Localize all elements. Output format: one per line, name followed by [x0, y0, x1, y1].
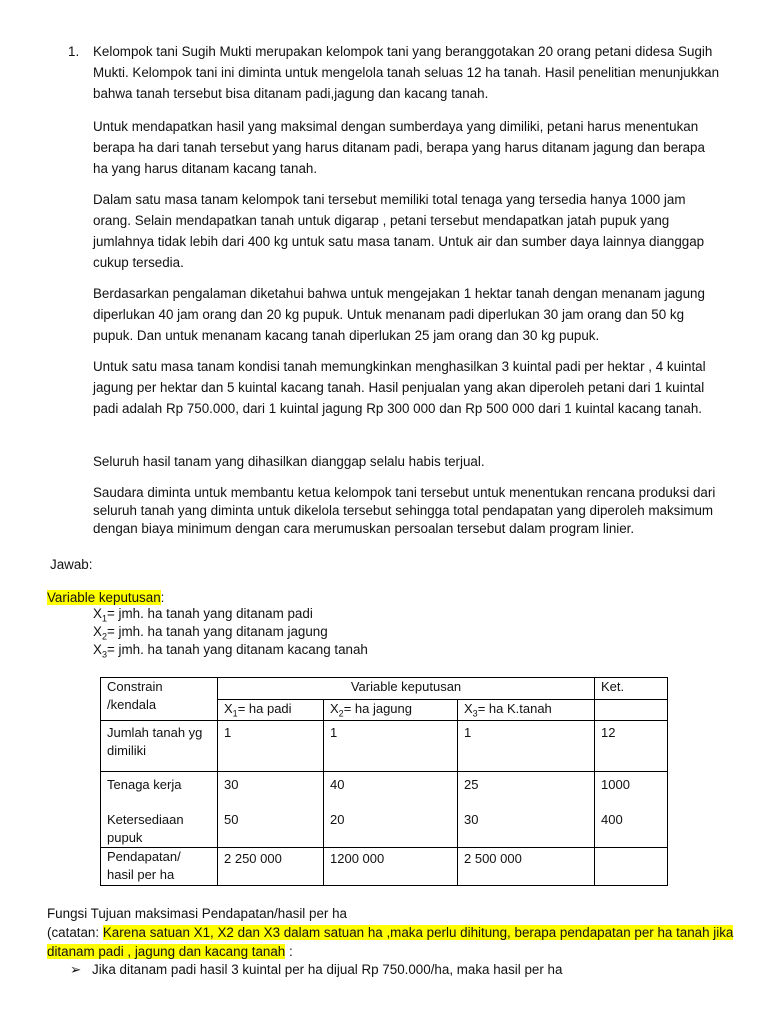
- paragraph-task: Saudara diminta untuk membantu ketua kelompok tani tersebut untuk menentukan rencana produksi dari seluruh tanah yang diminta untuk dikelola tersebut sehingga total pendapatan yang diperoleh maksimum dengan biaya minimum dengan cara merumuskan persoalan tersebut dalam program linier.: [93, 485, 716, 536]
- paragraph-resources: Dalam satu masa tanam kelompok tani tersebut memiliki total tenaga yang tersedia hanya 1000 jam orang. Selain mendapatkan tanah untuk digarap , petani tersebut mendapatkan jatah pupuk yang jumlahnya tidak lebih dari 400 kg untuk satu masa tanam. Untuk air dan sumber daya lainnya dianggap cukup tersedia.: [93, 192, 705, 270]
- bullet-item: [70, 959, 562, 980]
- header-x2: $X_2=$ ha jagung: [324, 700, 458, 721]
- paragraph-sold: Seluruh hasil tanam yang dihasilkan dianggap selalu habis terjual.: [93, 454, 485, 469]
- paragraph-intro: Kelompok tani Sugih Mukti merupakan kelompok tani yang beranggotakan 20 orang petani didesa Sugih Mukti. Kelompok tani ini diminta untuk mengelola tanah seluas 12 ha tanah. Hasil penelitian menunjukkan bahwa tanah tersebut bisa ditanam padi,jagung dan kacang tanah.: [93, 44, 720, 101]
- variable-heading-text: Variable keputusan: [47, 590, 161, 605]
- header-variable: Variable keputusan: [218, 678, 595, 700]
- bullet-text: Jika ditanam padi hasil 3 kuintal per ha dijual Rp 750.000/ha, maka hasil per ha: [92, 962, 563, 977]
- objective-note-highlight: Karena satuan X1, X2 dan X3 dalam satuan ha ,maka perlu dihitung, berapa pendapatan per ha tanah jika ditanam padi , jagung dan kacang tanah: [47, 925, 734, 959]
- constraint-table: [100, 677, 668, 886]
- row-label-tenaga: Tenaga kerja: [107, 777, 182, 792]
- objective-title: Fungsi Tujuan maksimasi Pendapatan/hasil per ha: [47, 906, 347, 921]
- table-row: Pendapatan/ hasil per ha 2 250 000 1200 000 2 500 000: [101, 848, 668, 886]
- paragraph-requirements: Berdasarkan pengalaman diketahui bahwa untuk mengejakan 1 hektar tanah dengan menanam jagung diperlukan 40 jam orang dan 20 kg pupuk. Untuk menanam padi diperlukan 30 jam orang dan 50 kg pupuk. Dan untuk menanam kacang tanah diperlukan 25 jam orang dan 30 kg pupuk.: [93, 286, 705, 343]
- question-number: 1.: [68, 44, 80, 59]
- variable-heading-colon: :: [160, 590, 165, 605]
- table-row-group: Tenaga kerja Ketersediaan pupuk 30 50 40 20 25 30 1000 400: [101, 772, 668, 848]
- header-ket: Ket.: [595, 678, 668, 700]
- row-label-pupuk: Ketersediaan pupuk: [107, 812, 184, 845]
- header-constrain: Constrain /kendala: [101, 678, 218, 721]
- paragraph-yield: Untuk satu masa tanam kondisi tanah memungkinkan menghasilkan 3 kuintal padi per hektar , 4 kuintal jagung per hektar dan 5 kuintal kacang tanah. Hasil penjualan yang akan diperoleh petani dari 1 kuintal padi adalah Rp 750.000, dari 1 kuintal jagung Rp 300 000 dan Rp 500 000 dari 1 kuintal kacang tanah.: [93, 359, 706, 416]
- header-x1: $X_1=$ ha padi: [218, 700, 324, 721]
- objective-note: (catatan: Karena satuan X1, X2 dan X3 dalam satuan ha ,maka perlu dihitung, berapa pendapatan per ha tanah jika ditanam padi , jagung dan kacang tanah :: [47, 925, 734, 959]
- variable-item: $X_3=$ jmh. ha tanah yang ditanam kacang tanah: [93, 642, 368, 660]
- variable-list: [93, 605, 368, 659]
- arrow-bullet-icon: ➢: [70, 962, 82, 977]
- variable-item: $X_1=$ jmh. ha tanah yang ditanam padi: [93, 606, 313, 624]
- objective-section: [47, 904, 747, 961]
- answer-label: Jawab:: [50, 557, 93, 572]
- paragraph-goal: Untuk mendapatkan hasil yang maksimal dengan sumberdaya yang dimiliki, petani harus menentukan berapa ha dari tanah tersebut yang harus ditanam padi, berapa yang harus ditanam jagung dan berapa ha yang harus ditanam kacang tanah.: [93, 119, 705, 176]
- table-row: Jumlah tanah yg dimiliki 1 1 1 12: [101, 721, 668, 772]
- header-x3: $X_3=$ ha K.tanah: [458, 700, 595, 721]
- variable-item: $X_2=$ jmh. ha tanah yang ditanam jagung: [93, 624, 328, 642]
- header-ket-blank: [595, 700, 668, 721]
